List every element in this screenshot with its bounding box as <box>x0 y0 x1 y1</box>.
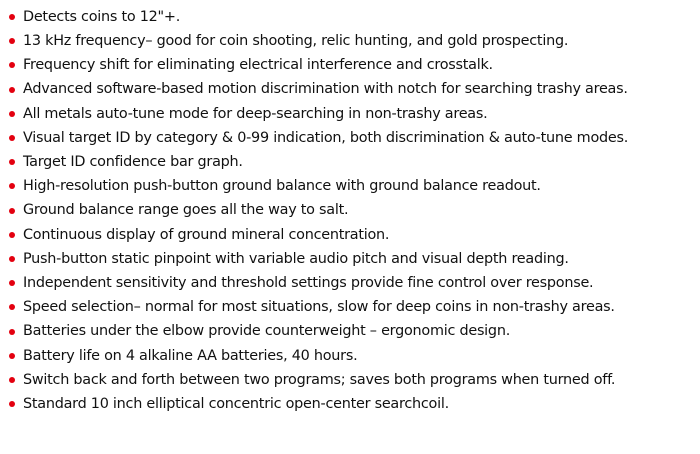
feature-text: Standard 10 inch elliptical concentric open-center searchcoil. <box>23 395 449 412</box>
bullet-icon <box>9 232 15 238</box>
feature-text: All metals auto-tune mode for deep-searching in non-trashy areas. <box>23 105 488 122</box>
list-item <box>8 29 698 53</box>
list-item <box>8 5 698 29</box>
list-item <box>8 102 698 126</box>
bullet-icon <box>9 377 15 383</box>
list-item <box>8 368 698 392</box>
list-item <box>8 295 698 319</box>
bullet-icon <box>9 38 15 44</box>
bullet-icon <box>9 329 15 335</box>
list-item <box>8 271 698 295</box>
feature-text: Switch back and forth between two programs; saves both programs when turned off. <box>23 371 616 388</box>
feature-text: High-resolution push-button ground balance with ground balance readout. <box>23 178 541 195</box>
bullet-icon <box>9 280 15 286</box>
bullet-icon <box>9 14 15 20</box>
feature-text: Frequency shift for eliminating electrical interference and crosstalk. <box>23 57 493 74</box>
bullet-icon <box>9 135 15 141</box>
list-item <box>8 319 698 343</box>
feature-list <box>8 5 698 416</box>
list-item <box>8 53 698 77</box>
list-item <box>8 247 698 271</box>
bullet-icon <box>9 87 15 93</box>
bullet-icon <box>9 256 15 262</box>
bullet-icon <box>9 159 15 165</box>
feature-text: Battery life on 4 alkaline AA batteries, 40 hours. <box>23 347 358 364</box>
feature-text: Push-button static pinpoint with variable audio pitch and visual depth reading. <box>23 250 569 267</box>
list-item <box>8 174 698 198</box>
feature-text: Target ID confidence bar graph. <box>23 154 243 171</box>
bullet-icon <box>9 111 15 117</box>
list-item <box>8 223 698 247</box>
list-item <box>8 150 698 174</box>
feature-text: Continuous display of ground mineral concentration. <box>23 226 390 243</box>
feature-text: Visual target ID by category & 0-99 indication, both discrimination & auto-tune modes. <box>23 129 629 146</box>
feature-text: 13 kHz frequency– good for coin shooting, relic hunting, and gold prospecting. <box>23 33 569 50</box>
bullet-icon <box>9 208 15 214</box>
bullet-icon <box>9 62 15 68</box>
feature-text: Batteries under the elbow provide counterweight – ergonomic design. <box>23 323 511 340</box>
bullet-icon <box>9 304 15 310</box>
feature-text: Ground balance range goes all the way to salt. <box>23 202 349 219</box>
bullet-icon <box>9 401 15 407</box>
bullet-icon <box>9 183 15 189</box>
feature-text: Speed selection– normal for most situations, slow for deep coins in non-trashy areas. <box>23 299 615 316</box>
list-item <box>8 126 698 150</box>
list-item <box>8 78 698 102</box>
list-item <box>8 344 698 368</box>
feature-text: Detects coins to 12"+. <box>23 8 181 25</box>
bullet-icon <box>9 353 15 359</box>
feature-text: Advanced software-based motion discrimination with notch for searching trashy areas. <box>23 81 628 98</box>
feature-text: Independent sensitivity and threshold settings provide fine control over response. <box>23 274 594 291</box>
list-item <box>8 199 698 223</box>
list-item <box>8 392 698 416</box>
